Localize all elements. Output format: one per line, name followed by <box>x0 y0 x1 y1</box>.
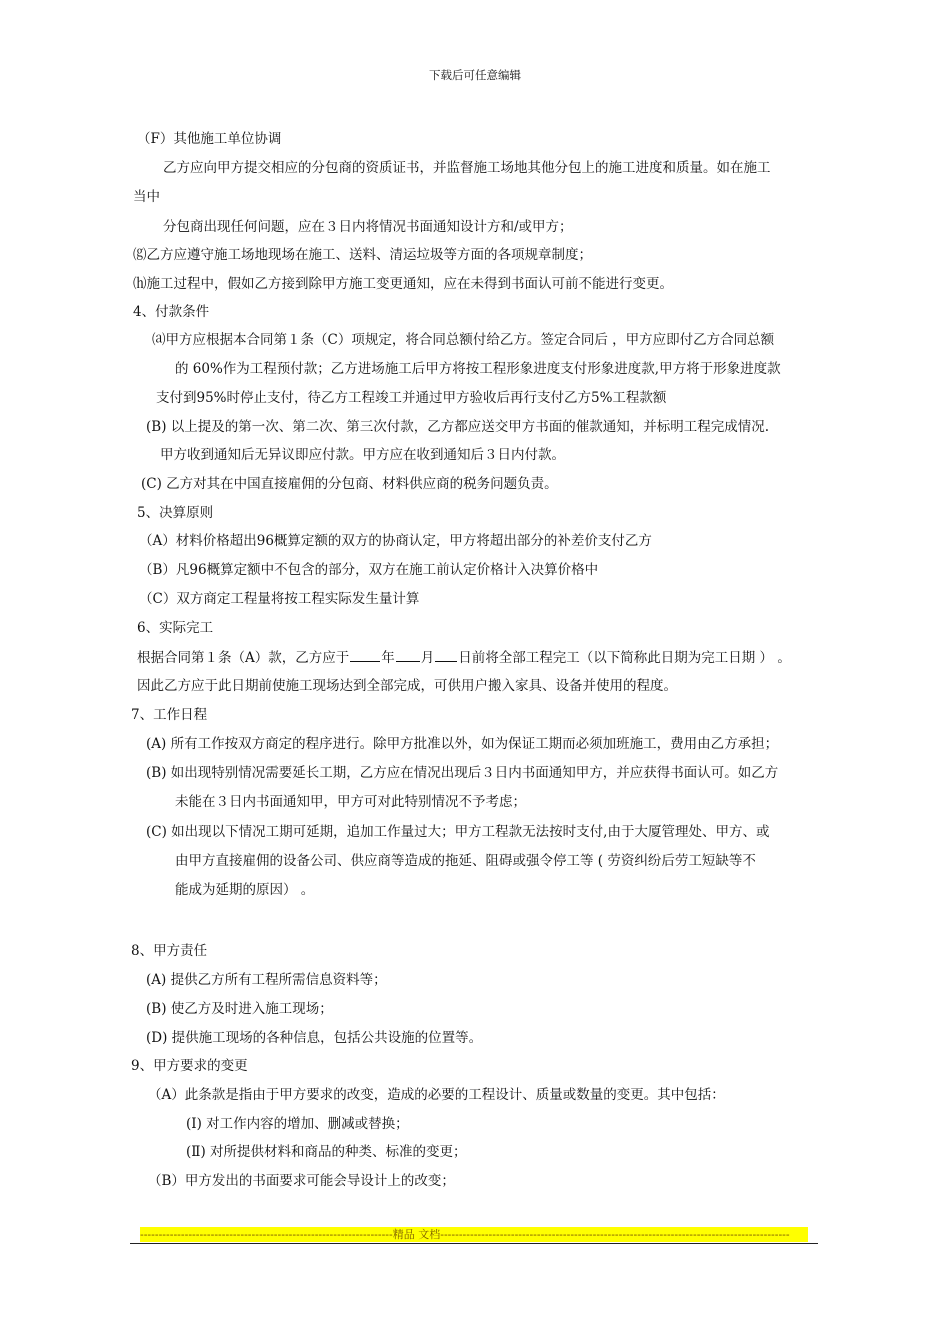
section-4-title: 4、付款条件 <box>133 304 210 320</box>
section-7-c-line2: 由甲方直接雇佣的设备公司、供应商等造成的拖延、阻碍或强令停工等 ( 劳资纠纷后劳工短缺等不 <box>175 853 756 869</box>
section-9-a-item-1: (Ⅰ) 对工作内容的增加、删减或替换； <box>186 1116 409 1132</box>
section-7-c-line1: (C) 如出现以下情况工期可延期，追加工作量过大；甲方工程款无法按时支付,由于大厦管理处、甲方、或 <box>146 824 770 840</box>
section-4-a-line2: 的 60%作为工程预付款；乙方进场施工后甲方将按工程形象进度支付形象进度款,甲方将于形象进度款 <box>175 361 781 377</box>
section-6-text-c: 月 <box>420 650 435 666</box>
section-9-a: （A）此条款是指由于甲方要求的改变，造成的必要的工程设计、质量或数量的变更。其中包括： <box>148 1087 725 1103</box>
footer-banner <box>140 1227 808 1242</box>
section-5-c: （C）双方商定工程量将按工程实际发生量计算 <box>139 591 420 607</box>
section-7-a: (A) 所有工作按双方商定的程序进行。除甲方批准以外，如为保证工期而必须加班施工，费用由乙方承担； <box>146 736 779 752</box>
section-8-d: (D) 提供施工现场的各种信息，包括公共设施的位置等。 <box>146 1030 483 1046</box>
clause-h: ⒣施工过程中，假如乙方接到除甲方施工变更通知，应在未得到书面认可前不能进行变更。 <box>133 276 673 292</box>
section-7-c-line3: 能成为延期的原因） 。 <box>175 882 315 898</box>
section-6-paragraph-1 <box>137 648 791 667</box>
footer-text: --------------------------------------------------------------------精品 文档---------------------------------------------------------------------------------------------- <box>140 1228 790 1241</box>
section-8-b: (B) 使乙方及时进入施工现场； <box>146 1001 333 1017</box>
section-4-b-line1: (B) 以上提及的第一次、第二次、第三次付款，乙方都应送交甲方书面的催款通知，并标明工程完成情况. <box>146 419 770 435</box>
section-8-a: (A) 提供乙方所有工程所需信息资料等； <box>146 972 387 988</box>
section-4-c: (C) 乙方对其在中国直接雇佣的分包商、材料供应商的税务问题负责。 <box>141 476 558 492</box>
section-6-text-d: 日前将全部工程完工（以下简称此日期为完工日期 ） 。 <box>458 650 791 666</box>
section-9-title: 9、甲方要求的变更 <box>131 1058 248 1074</box>
section-6-text-b: 年 <box>381 650 395 666</box>
section-6-text-a: 根据合同第１条（A）款，乙方应于 <box>137 650 350 666</box>
clause-f-paragraph-2: 分包商出现任何问题，应在３日内将情况书面通知设计方和/或甲方； <box>163 219 573 235</box>
section-4-a-line1: ⒜甲方应根据本合同第１条（C）项规定，将合同总额付给乙方。签定合同后 ，甲方应即付乙方合同总额 <box>152 332 775 348</box>
clause-f-paragraph-cont: 当中 <box>133 189 160 205</box>
month-blank <box>396 648 420 662</box>
clause-g: ⒢乙方应遵守施工场地现场在施工、送料、清运垃圾等方面的各项规章制度； <box>133 247 592 263</box>
section-4-a-line3: 支付到95%时停止支付，待乙方工程竣工并通过甲方验收后再行支付乙方5%工程款额 <box>156 390 667 406</box>
section-5-title: 5、决算原则 <box>137 505 214 521</box>
section-8-title: 8、甲方责任 <box>131 943 208 959</box>
section-7-b-line2: 未能在３日内书面通知甲，甲方可对此特别情况不予考虑； <box>175 794 526 810</box>
day-blank <box>435 648 457 662</box>
section-9-b: （B）甲方发出的书面要求可能会导设计上的改变； <box>148 1173 455 1189</box>
clause-f-title: （F）其他施工单位协调 <box>137 131 282 147</box>
section-6-title: 6、实际完工 <box>137 620 214 636</box>
section-9-a-item-2: (Ⅱ) 对所提供材料和商品的种类、标准的变更； <box>186 1144 467 1160</box>
section-5-a: （A）材料价格超出96概算定额的双方的协商认定，甲方将超出部分的补差价支付乙方 <box>139 533 652 549</box>
section-6-paragraph-2: 因此乙方应于此日期前使施工现场达到全部完成，可供用户搬入家具、设备并使用的程度。 <box>137 678 677 694</box>
section-7-b-line1: (B) 如出现特别情况需要延长工期，乙方应在情况出现后３日内书面通知甲方，并应获得书面认可。如乙方 <box>146 765 779 781</box>
clause-f-paragraph: 乙方应向甲方提交相应的分包商的资质证书，并监督施工场地其他分包上的施工进度和质量。如在施工 <box>163 160 771 176</box>
section-4-b-line2: 甲方收到通知后无异议即应付款。甲方应在收到通知后３日内付款。 <box>160 447 565 463</box>
section-7-title: 7、工作日程 <box>131 707 208 723</box>
page-header: 下载后可任意编辑 <box>429 68 521 82</box>
section-5-b: （B）凡96概算定额中不包含的部分，双方在施工前认定价格计入决算价格中 <box>139 562 599 578</box>
footer-rule <box>130 1243 818 1244</box>
year-blank <box>350 648 380 662</box>
